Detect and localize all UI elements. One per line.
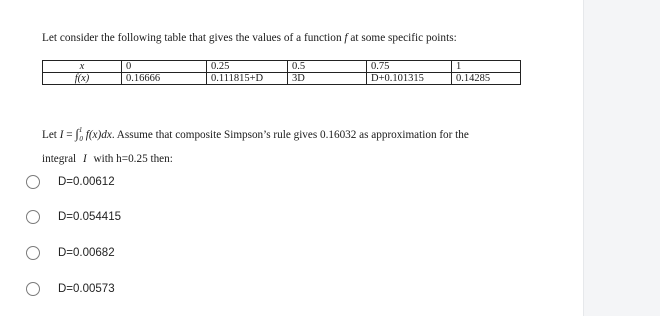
prompt-line-1 bbox=[42, 120, 562, 149]
side-panel bbox=[583, 0, 660, 316]
row-header-fx: f(x) bbox=[43, 73, 122, 85]
table-row-fx bbox=[43, 73, 521, 85]
table-cell: 0.25 bbox=[207, 61, 288, 73]
option-label: D=0.00682 bbox=[58, 247, 115, 259]
option-1[interactable] bbox=[26, 175, 115, 189]
integral-lower-limit: 0 bbox=[79, 135, 83, 144]
integral-sign: ∫ bbox=[75, 126, 79, 141]
prompt-let: Let bbox=[42, 129, 57, 141]
radio-button[interactable] bbox=[26, 175, 40, 189]
option-3[interactable] bbox=[26, 246, 115, 260]
option-2[interactable] bbox=[26, 210, 121, 224]
integral-upper-limit: 1 bbox=[78, 126, 83, 134]
prompt-step-size: with h=0.25 then: bbox=[93, 153, 173, 166]
question-prompt bbox=[42, 120, 562, 169]
table-cell: 0.5 bbox=[288, 61, 367, 73]
intro-tail-text: at some specific points: bbox=[350, 32, 457, 44]
intro-text: Let consider the following table that gives the values of a function bbox=[42, 32, 342, 44]
values-table bbox=[42, 60, 521, 85]
table-cell: 0.75 bbox=[367, 61, 452, 73]
prompt-assumption: . Assume that composite Simpson’s rule gives 0.16032 as approximation for the bbox=[111, 129, 469, 141]
table-row-x bbox=[43, 61, 521, 73]
function-symbol: f bbox=[344, 32, 348, 44]
question-intro bbox=[42, 32, 457, 44]
equals-sign: = bbox=[66, 129, 73, 141]
prompt-line-2 bbox=[42, 149, 562, 169]
option-label: D=0.00573 bbox=[58, 283, 115, 295]
table-cell: 0 bbox=[122, 61, 207, 73]
table-cell: 0.16666 bbox=[122, 73, 207, 85]
table-cell: D+0.101315 bbox=[367, 73, 452, 85]
table-cell: 0.14285 bbox=[452, 73, 521, 85]
integral-symbol-I: I bbox=[59, 129, 64, 141]
integral-symbol-I-2: I bbox=[82, 153, 87, 166]
table-cell: 0.111815+D bbox=[207, 73, 288, 85]
radio-button[interactable] bbox=[26, 210, 40, 224]
row-header-x: x bbox=[43, 61, 122, 73]
radio-button[interactable] bbox=[26, 282, 40, 296]
integral-expression bbox=[75, 126, 112, 144]
integrand: f(x)dx bbox=[85, 129, 112, 141]
table-cell: 3D bbox=[288, 73, 367, 85]
option-label: D=0.054415 bbox=[58, 211, 121, 223]
radio-button[interactable] bbox=[26, 246, 40, 260]
prompt-integral-word: integral bbox=[42, 153, 77, 166]
option-label: D=0.00612 bbox=[58, 176, 115, 188]
table-cell: 1 bbox=[452, 61, 521, 73]
option-4[interactable] bbox=[26, 282, 115, 296]
